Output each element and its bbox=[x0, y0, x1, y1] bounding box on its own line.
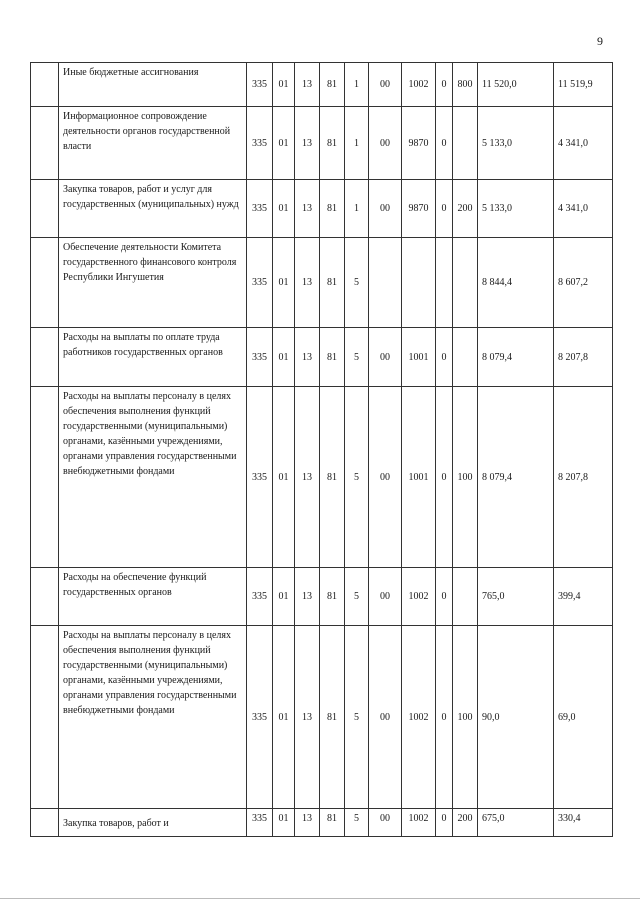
subprogram-code: 1 bbox=[345, 180, 369, 238]
direction-code: 9870 bbox=[402, 180, 436, 238]
subprogram-code: 5 bbox=[345, 568, 369, 626]
ministry-code: 335 bbox=[247, 63, 273, 107]
margin-cell bbox=[31, 809, 59, 837]
page-number: 9 bbox=[597, 34, 603, 48]
subprogram-code: 5 bbox=[345, 328, 369, 387]
program-code: 81 bbox=[320, 107, 345, 180]
table-row bbox=[31, 328, 613, 387]
table-row bbox=[31, 809, 613, 837]
margin-cell bbox=[31, 568, 59, 626]
executed-sum: 4 341,0 bbox=[554, 107, 613, 180]
program-code: 81 bbox=[320, 180, 345, 238]
subprogram-code: 5 bbox=[345, 626, 369, 809]
subsection-code: 13 bbox=[295, 63, 320, 107]
margin-cell bbox=[31, 63, 59, 107]
executed-sum: 11 519,9 bbox=[554, 63, 613, 107]
executed-sum: 330,4 bbox=[554, 809, 613, 837]
item-name: Закупка товаров, работ и услуг для государственных (муниципальных) нужд bbox=[59, 180, 247, 238]
direction-code bbox=[402, 238, 436, 328]
section-code: 01 bbox=[273, 809, 295, 837]
ministry-code: 335 bbox=[247, 568, 273, 626]
direction-code: 1002 bbox=[402, 809, 436, 837]
subprogram-code: 5 bbox=[345, 387, 369, 568]
executed-sum: 8 607,2 bbox=[554, 238, 613, 328]
activity-code bbox=[369, 238, 402, 328]
item-name: Обеспечение деятельности Комитета государственного финансового контроля Республики Ингушетия bbox=[59, 238, 247, 328]
planned-sum: 8 844,4 bbox=[478, 238, 554, 328]
ministry-code: 335 bbox=[247, 238, 273, 328]
table-row bbox=[31, 568, 613, 626]
margin-cell bbox=[31, 626, 59, 809]
margin-cell bbox=[31, 328, 59, 387]
section-code: 01 bbox=[273, 238, 295, 328]
subprogram-code: 1 bbox=[345, 107, 369, 180]
subsection-code: 13 bbox=[295, 238, 320, 328]
extra-code: 0 bbox=[436, 626, 453, 809]
section-code: 01 bbox=[273, 180, 295, 238]
section-code: 01 bbox=[273, 626, 295, 809]
subsection-code: 13 bbox=[295, 387, 320, 568]
item-name: Иные бюджетные ассигнования bbox=[59, 63, 247, 107]
expense-type-code: 100 bbox=[453, 626, 478, 809]
direction-code: 1001 bbox=[402, 328, 436, 387]
subprogram-code: 5 bbox=[345, 238, 369, 328]
program-code: 81 bbox=[320, 387, 345, 568]
expense-type-code: 800 bbox=[453, 63, 478, 107]
subsection-code: 13 bbox=[295, 809, 320, 837]
activity-code: 00 bbox=[369, 568, 402, 626]
extra-code: 0 bbox=[436, 568, 453, 626]
direction-code: 9870 bbox=[402, 107, 436, 180]
item-name: Расходы на выплаты персоналу в целях обеспечения выполнения функций государственными (муниципальными) органами, казёнными учреждениями, органами управления государственными внебюджетными фондами bbox=[59, 387, 247, 568]
section-code: 01 bbox=[273, 328, 295, 387]
table-row bbox=[31, 107, 613, 180]
ministry-code: 335 bbox=[247, 809, 273, 837]
item-name: Информационное сопровождение деятельности органов государственной власти bbox=[59, 107, 247, 180]
planned-sum: 90,0 bbox=[478, 626, 554, 809]
expense-type-code bbox=[453, 328, 478, 387]
planned-sum: 675,0 bbox=[478, 809, 554, 837]
margin-cell bbox=[31, 180, 59, 238]
expense-type-code bbox=[453, 568, 478, 626]
planned-sum: 8 079,4 bbox=[478, 387, 554, 568]
activity-code: 00 bbox=[369, 63, 402, 107]
section-code: 01 bbox=[273, 387, 295, 568]
activity-code: 00 bbox=[369, 809, 402, 837]
subprogram-code: 5 bbox=[345, 809, 369, 837]
subprogram-code: 1 bbox=[345, 63, 369, 107]
executed-sum: 8 207,8 bbox=[554, 387, 613, 568]
extra-code: 0 bbox=[436, 63, 453, 107]
activity-code: 00 bbox=[369, 107, 402, 180]
subsection-code: 13 bbox=[295, 180, 320, 238]
executed-sum: 69,0 bbox=[554, 626, 613, 809]
subsection-code: 13 bbox=[295, 107, 320, 180]
executed-sum: 4 341,0 bbox=[554, 180, 613, 238]
program-code: 81 bbox=[320, 328, 345, 387]
executed-sum: 399,4 bbox=[554, 568, 613, 626]
activity-code: 00 bbox=[369, 180, 402, 238]
expense-type-code: 200 bbox=[453, 809, 478, 837]
executed-sum: 8 207,8 bbox=[554, 328, 613, 387]
direction-code: 1002 bbox=[402, 63, 436, 107]
expense-type-code: 100 bbox=[453, 387, 478, 568]
section-code: 01 bbox=[273, 568, 295, 626]
extra-code: 0 bbox=[436, 809, 453, 837]
direction-code: 1001 bbox=[402, 387, 436, 568]
margin-cell bbox=[31, 238, 59, 328]
subsection-code: 13 bbox=[295, 568, 320, 626]
program-code: 81 bbox=[320, 809, 345, 837]
planned-sum: 5 133,0 bbox=[478, 107, 554, 180]
extra-code bbox=[436, 238, 453, 328]
expense-type-code bbox=[453, 238, 478, 328]
activity-code: 00 bbox=[369, 626, 402, 809]
extra-code: 0 bbox=[436, 387, 453, 568]
table-row bbox=[31, 387, 613, 568]
planned-sum: 11 520,0 bbox=[478, 63, 554, 107]
section-code: 01 bbox=[273, 63, 295, 107]
section-code: 01 bbox=[273, 107, 295, 180]
margin-cell bbox=[31, 387, 59, 568]
ministry-code: 335 bbox=[247, 328, 273, 387]
margin-cell bbox=[31, 107, 59, 180]
direction-code: 1002 bbox=[402, 568, 436, 626]
budget-table bbox=[30, 62, 613, 837]
activity-code: 00 bbox=[369, 387, 402, 568]
expense-type-code bbox=[453, 107, 478, 180]
program-code: 81 bbox=[320, 626, 345, 809]
item-name: Расходы на обеспечение функций государственных органов bbox=[59, 568, 247, 626]
ministry-code: 335 bbox=[247, 387, 273, 568]
extra-code: 0 bbox=[436, 107, 453, 180]
item-name: Закупка товаров, работ и bbox=[59, 809, 247, 837]
extra-code: 0 bbox=[436, 328, 453, 387]
program-code: 81 bbox=[320, 238, 345, 328]
table-row bbox=[31, 626, 613, 809]
table-row bbox=[31, 180, 613, 238]
table-row bbox=[31, 238, 613, 328]
planned-sum: 5 133,0 bbox=[478, 180, 554, 238]
subsection-code: 13 bbox=[295, 328, 320, 387]
extra-code: 0 bbox=[436, 180, 453, 238]
direction-code: 1002 bbox=[402, 626, 436, 809]
ministry-code: 335 bbox=[247, 626, 273, 809]
subsection-code: 13 bbox=[295, 626, 320, 809]
expense-type-code: 200 bbox=[453, 180, 478, 238]
ministry-code: 335 bbox=[247, 107, 273, 180]
program-code: 81 bbox=[320, 568, 345, 626]
planned-sum: 8 079,4 bbox=[478, 328, 554, 387]
activity-code: 00 bbox=[369, 328, 402, 387]
item-name: Расходы на выплаты по оплате труда работников государственных органов bbox=[59, 328, 247, 387]
ministry-code: 335 bbox=[247, 180, 273, 238]
table-row bbox=[31, 63, 613, 107]
scan-edge-line bbox=[0, 898, 640, 899]
item-name: Расходы на выплаты персоналу в целях обеспечения выполнения функций государственными (муниципальными) органами, казёнными учреждениями, органами управления государственными внебюджетными фондами bbox=[59, 626, 247, 809]
program-code: 81 bbox=[320, 63, 345, 107]
planned-sum: 765,0 bbox=[478, 568, 554, 626]
